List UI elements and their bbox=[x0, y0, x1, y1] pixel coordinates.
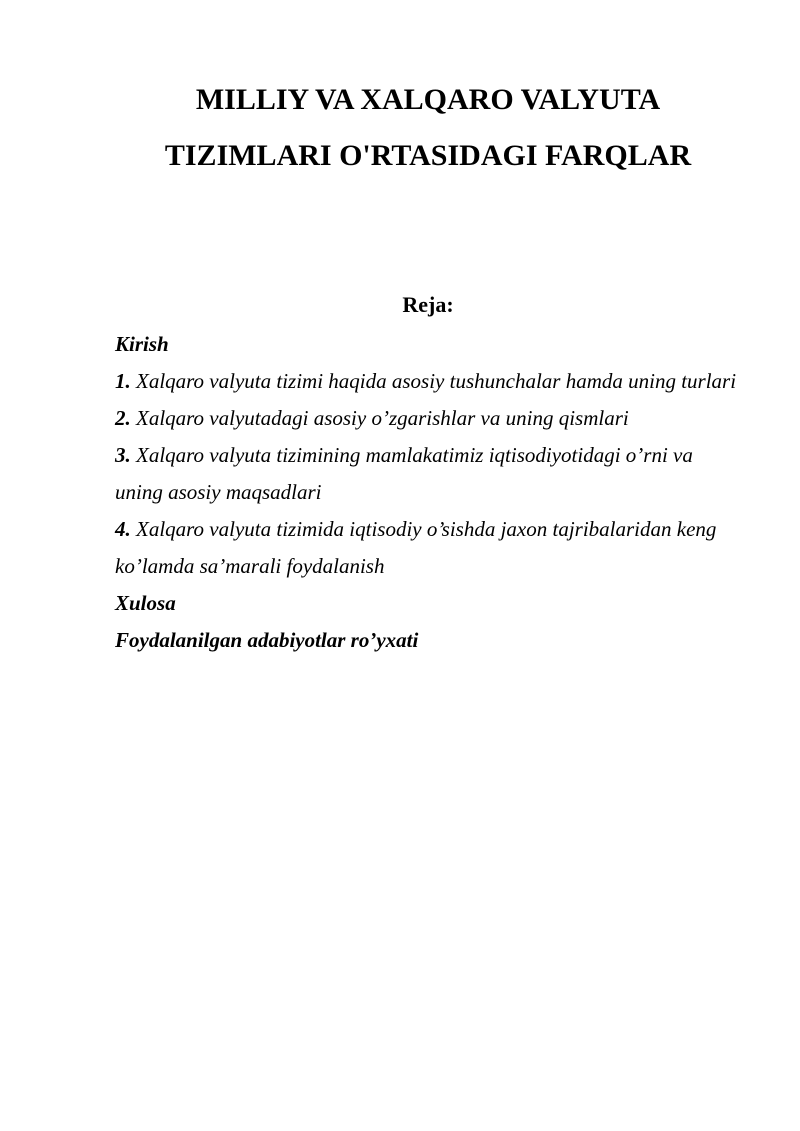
plan-item-3 bbox=[115, 437, 740, 511]
plan-item-4 bbox=[115, 511, 740, 585]
plan-heading: Reja: bbox=[402, 292, 454, 317]
plan-item-text: Xalqaro valyuta tizimining mamlakatimiz iqtisodiyotidagi o’rni va uning asosiy maqsadlari bbox=[115, 443, 693, 504]
plan-item-number: 3. bbox=[115, 443, 131, 467]
plan-item-number: 4. bbox=[115, 517, 131, 541]
plan-list bbox=[115, 326, 740, 659]
plan-intro: Kirish bbox=[115, 332, 169, 356]
plan-item-1 bbox=[115, 363, 740, 400]
document-title bbox=[0, 72, 800, 184]
plan-item-text: Xalqaro valyuta tizimida iqtisodiy o’sishda jaxon tajribalaridan keng ko’lamda sa’marali foydalanish bbox=[115, 517, 717, 578]
plan-item-number: 2. bbox=[115, 406, 131, 430]
plan-references: Foydalanilgan adabiyotlar ro’yxati bbox=[115, 628, 419, 652]
plan-item-text: Xalqaro valyuta tizimi haqida asosiy tushunchalar hamda uning turlari bbox=[136, 369, 737, 393]
plan-item-text: Xalqaro valyutadagi asosiy o’zgarishlar va uning qismlari bbox=[136, 406, 629, 430]
title-line-2: TIZIMLARI O'RTASIDAGI FARQLAR bbox=[164, 139, 692, 172]
plan-item-number: 1. bbox=[115, 369, 131, 393]
plan-item-2 bbox=[115, 400, 740, 437]
plan-conclusion: Xulosa bbox=[115, 591, 176, 615]
title-line-1: MILLIY VA XALQARO VALYUTA bbox=[195, 83, 661, 116]
